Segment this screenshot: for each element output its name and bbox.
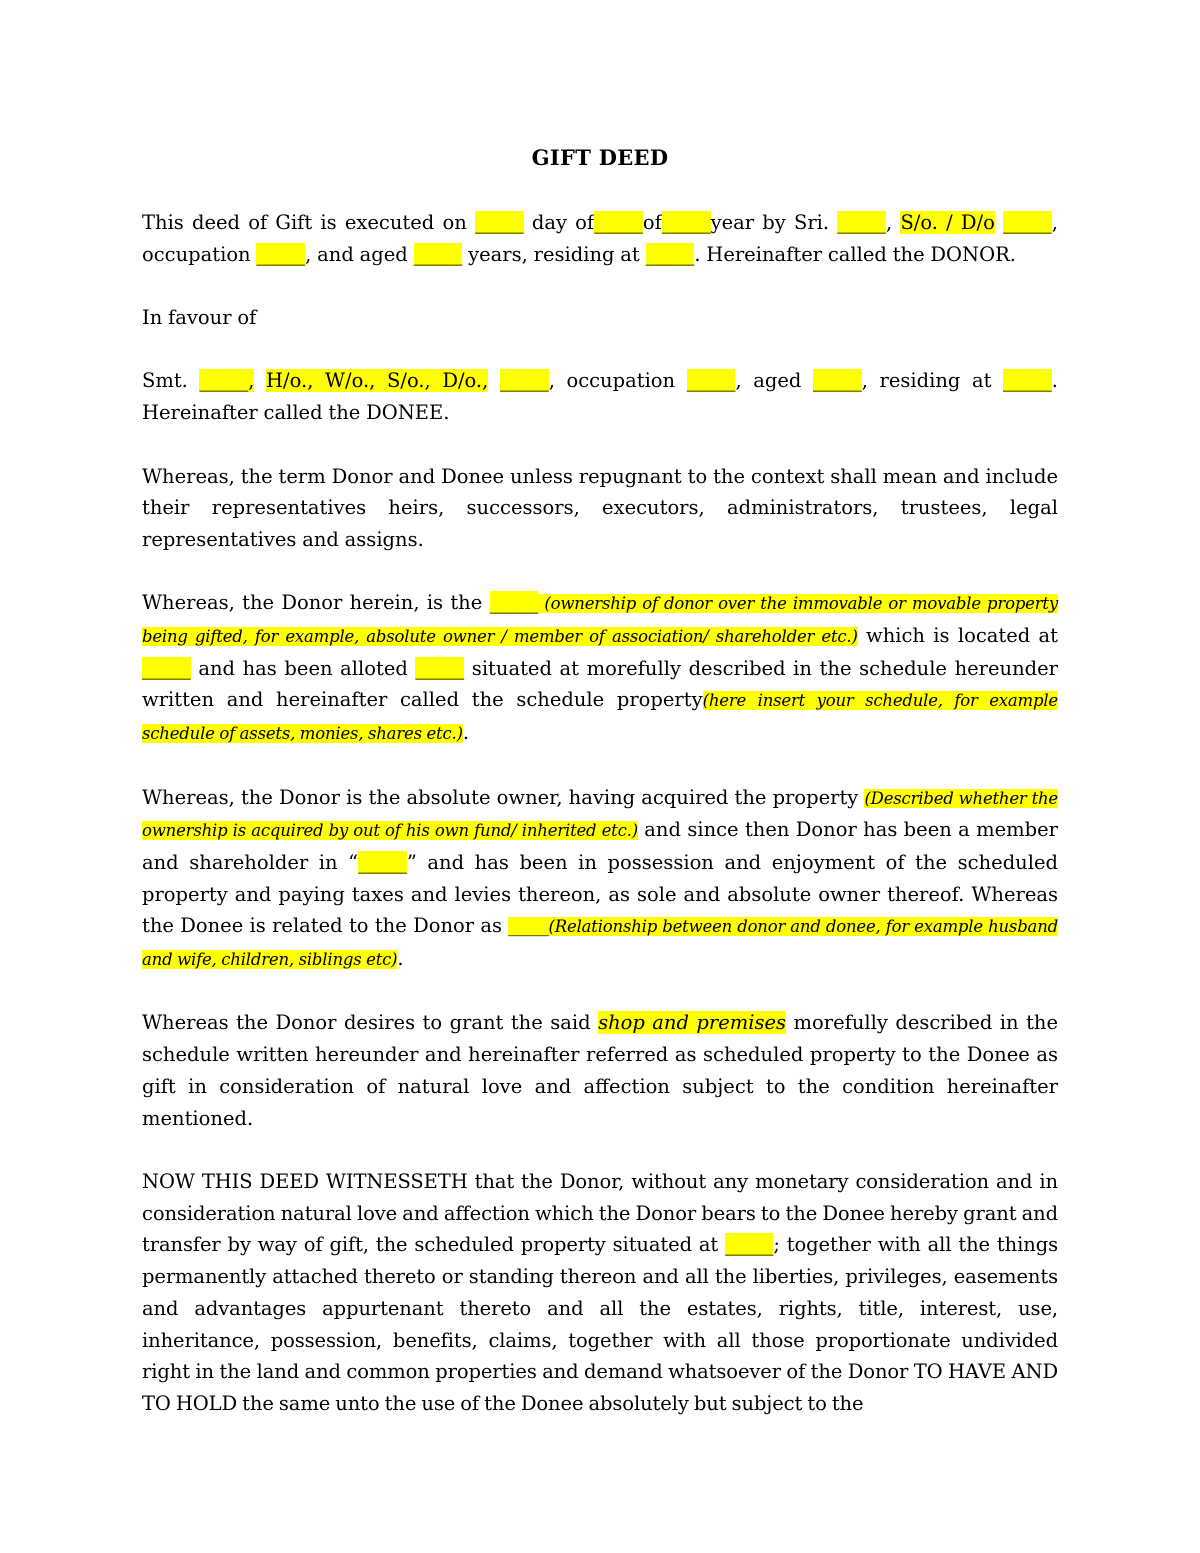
text: Smt.	[142, 369, 200, 393]
text	[995, 211, 1003, 234]
location-blank: _____	[142, 656, 191, 680]
text: . Hereinafter called the DONEE.	[142, 369, 1058, 425]
donor-age-blank: _____	[413, 242, 463, 266]
text: ” and has been in possession and enjoyment of the scheduled property and paying taxes and levies thereon, as sole and absolute owner thereof. Whereas the Donee is related to the Donor as	[142, 850, 1058, 938]
acquisition-paragraph	[142, 782, 1058, 976]
donee-age-blank: _____	[812, 369, 862, 393]
donor-name-blank: _____	[837, 211, 887, 234]
text: , occupation	[548, 369, 687, 393]
acquisition-note: (Described whether the ownership is acquired by out of his own fund/ inherited etc.)	[142, 788, 1058, 841]
definitions-paragraph: Whereas, the term Donor and Donee unless repugnant to the context shall mean and include their representatives heirs, successors, executors, administrators, trustees, legal representatives and assigns.	[142, 464, 1058, 551]
donor-paragraph	[142, 207, 1058, 270]
date-day-blank: _____	[474, 211, 524, 234]
text: Whereas, the Donor is the absolute owner, having acquired the property	[142, 785, 865, 809]
ownership-paragraph	[142, 587, 1058, 750]
text: ,	[886, 211, 901, 234]
text: situated at morefully described in the schedule hereunder written and hereinafter called the schedule property	[142, 656, 1058, 712]
text: , occupation	[142, 211, 1058, 266]
text: . Hereinafter called the DONOR.	[694, 242, 1016, 266]
donee-address-blank: _____	[1003, 369, 1052, 393]
donee-occupation-blank: _____	[686, 369, 736, 393]
witnesseth-paragraph	[142, 1166, 1058, 1420]
text: which is located at	[857, 624, 1059, 648]
text: and since then Donor has been a member and shareholder in “	[142, 818, 1058, 874]
donee-name-blank: _____,	[199, 369, 255, 393]
in-favour-of-line: In favour of	[142, 306, 257, 330]
text: Whereas, the Donor herein, is the	[142, 591, 490, 615]
donee-relation-label: H/o., W/o., S/o., D/o.,	[266, 369, 489, 393]
donee-relative-blank: _____	[499, 369, 549, 393]
text	[488, 369, 500, 392]
donee-paragraph	[142, 365, 1058, 428]
text: years, residing at	[462, 242, 646, 266]
text: NOW THIS DEED WITNESSETH that the Donor, without any monetary consideration and in consideration natural love and affection which the Donor bears to the Donee hereby grant and transfer by way of gift, the scheduled property situated at	[142, 1169, 1058, 1257]
text: Whereas the Donor desires to grant the said	[142, 1011, 599, 1035]
text: ; together with all the things permanently attached thereto or standing thereon and all the liberties, privileges, easements and advantages appurtenant thereto and all the estates, rights, title, interest, use, inheritance, possession, benefits, claims, together with all those proportionate undivided right in the land and common properties and demand whatsoever of the Donor TO HAVE AND TO HOLD the same unto the use of the Donee absolutely but subject to the	[142, 1233, 1058, 1415]
text: morefully described in the schedule written hereunder and hereinafter referred as scheduled property to the Donee as gift in consideration of natural love and affection subject to the condition hereinafter mentioned.	[142, 1011, 1058, 1130]
text	[254, 369, 266, 392]
date-year-blank: _____	[661, 211, 711, 234]
property-type-highlight: shop and premises	[598, 1011, 787, 1035]
text: .	[397, 947, 404, 971]
schedule-note: (here insert your schedule, for example schedule of assets, monies, shares etc.)	[142, 691, 1058, 744]
donor-parent-blank: _____	[1003, 211, 1052, 234]
ownership-blank: _____	[489, 591, 539, 615]
grant-desire-paragraph	[142, 1007, 1058, 1134]
date-month-blank: _____	[594, 211, 643, 234]
ownership-note: (ownership of donor over the immovable or movable property being gifted, for example, absolute owner / member of association/ shareholder etc.)	[142, 594, 1058, 647]
shareholder-blank: _____	[358, 850, 407, 874]
property-location-blank: _____	[725, 1233, 774, 1257]
document-title: GIFT DEED	[531, 145, 669, 170]
donor-relation-label: S/o. / D/o	[900, 211, 995, 234]
relationship-note: _____(Relationship between donor and donee, for example husband and wife, children, siblings etc)	[142, 917, 1058, 970]
text: This deed of Gift is executed on	[142, 211, 475, 234]
document-body	[142, 138, 1058, 1451]
text: .	[462, 721, 470, 745]
donor-address-blank: _____	[645, 242, 695, 266]
text: year by Sri.	[710, 211, 838, 234]
text: day of	[523, 211, 595, 234]
text: and has been alloted	[190, 656, 416, 680]
text: of	[642, 211, 662, 234]
text: , aged	[735, 369, 813, 393]
allotted-blank: _____	[415, 656, 465, 680]
text: , residing at	[861, 369, 1004, 393]
donor-occupation-blank: _____	[256, 242, 306, 266]
text: , and aged	[305, 242, 414, 266]
